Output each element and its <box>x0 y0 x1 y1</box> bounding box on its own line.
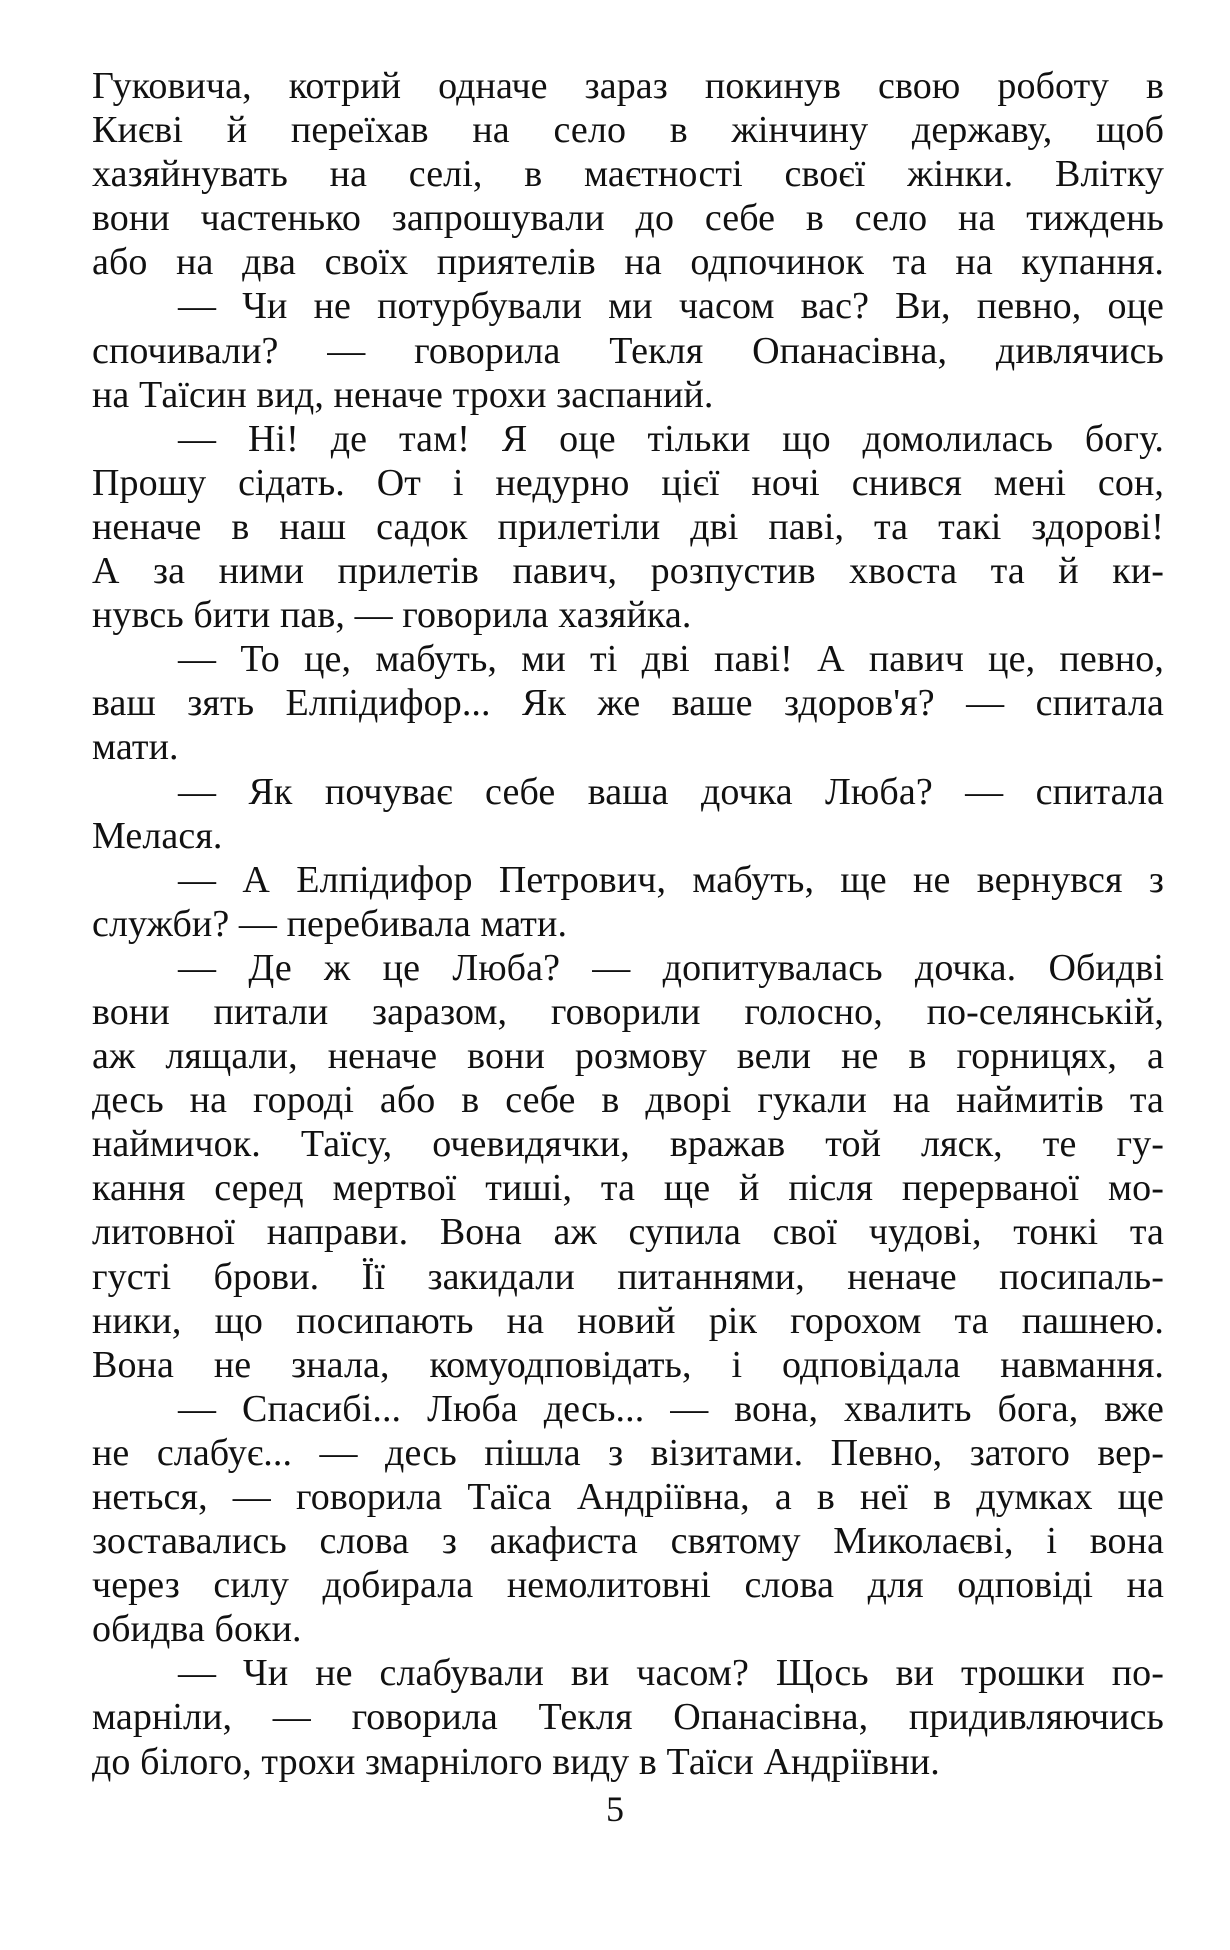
text-line: кання серед мертвої тиші, та ще й після перерваної мо- <box>92 1167 1164 1210</box>
text-line: — Спасибі... Люба десь... — вона, хвалить бога, вже <box>178 1387 1164 1430</box>
text-line: на Таїсин вид, неначе трохи заспаний. <box>92 373 714 416</box>
text-line: ваш зять Елпідифор... Як же ваше здоров'я? — спитала <box>92 682 1164 725</box>
text-line: через силу добирала немолитовні слова для одповіді на <box>92 1564 1164 1607</box>
text-line: — Ні! де там! Я оце тільки що домолилась богу. <box>178 417 1164 460</box>
text-line: неться, — говорила Таїса Андріївна, а в неї в думках ще <box>92 1476 1164 1518</box>
text-line: вони питали заразом, говорили голосно, по-селянській, <box>92 990 1164 1033</box>
text-line: обидва боки. <box>92 1608 302 1651</box>
text-line: Гуковича, котрий одначе зараз покинув свою роботу в <box>92 65 1164 107</box>
text-line: до білого, трохи змарнілого виду в Таїси Андріївни. <box>92 1740 940 1783</box>
text-line: — То це, мабуть, ми ті дві паві! А павич це, певно, <box>178 638 1164 681</box>
text-line: — Де ж це Люба? — допитувалась дочка. Обидві <box>178 946 1164 989</box>
text-line: неначе в наш садок прилетіли дві паві, та такі здорові! <box>92 505 1164 548</box>
text-line: наймичок. Таїсу, очевидячки, вражав той ляск, те гу- <box>92 1123 1164 1166</box>
text-line: мати. <box>92 726 179 769</box>
text-line: служби? — перебивала мати. <box>92 902 568 945</box>
text-line: не слабує... — десь пішла з візитами. Певно, затого вер- <box>92 1431 1164 1474</box>
text-line: або на два своїх приятелів на одпочинок та на купання. <box>92 241 1164 284</box>
text-line: Вона не знала, комуодповідать, і одповідала навмання. <box>92 1343 1164 1386</box>
text-line: А за ними прилетів павич, розпустив хвоста та й ки- <box>92 550 1164 593</box>
text-line: ники, що посипають на новий рік горохом та пашнею. <box>92 1299 1164 1342</box>
text-line: марніли, — говорила Текля Опанасівна, придивляючись <box>92 1696 1164 1739</box>
text-line: Прошу сідать. От і недурно цієї ночі снився мені сон, <box>92 461 1164 504</box>
text-line: Києві й переїхав на село в жінчину державу, щоб <box>92 109 1164 152</box>
text-line: — Чи не потурбували ми часом вас? Ви, певно, оце <box>178 285 1164 328</box>
text-line: — А Елпідифор Петрович, мабуть, ще не вернувся з <box>178 858 1164 901</box>
body-text <box>92 64 1164 1784</box>
text-line: нувсь бити пав, — говорила хазяйка. <box>92 594 692 637</box>
text-line: густі брови. Її закидали питаннями, неначе посипаль- <box>92 1255 1164 1298</box>
text-line: вони частенько запрошували до себе в село на тиждень <box>92 197 1164 240</box>
text-line: хазяйнувать на селі, в маєтності своєї жінки. Влітку <box>92 153 1164 196</box>
text-line: зоставались слова з акафиста святому Миколаєві, і вона <box>92 1520 1164 1563</box>
text-line: литовної направи. Вона аж супила свої чудові, тонкі та <box>92 1211 1164 1254</box>
text-line: десь на городі або в себе в дворі гукали на наймитів та <box>92 1079 1164 1122</box>
text-line: Мелася. <box>92 814 223 857</box>
text-line: — Чи не слабували ви часом? Щось ви трошки по- <box>178 1652 1164 1695</box>
page-number: 5 <box>606 1789 624 1829</box>
text-line: спочивали? — говорила Текля Опанасівна, дивлячись <box>92 329 1164 372</box>
text-line: аж лящали, неначе вони розмову вели не в горницях, а <box>92 1035 1164 1078</box>
text-line: — Як почуває себе ваша дочка Люба? — спитала <box>178 770 1164 813</box>
